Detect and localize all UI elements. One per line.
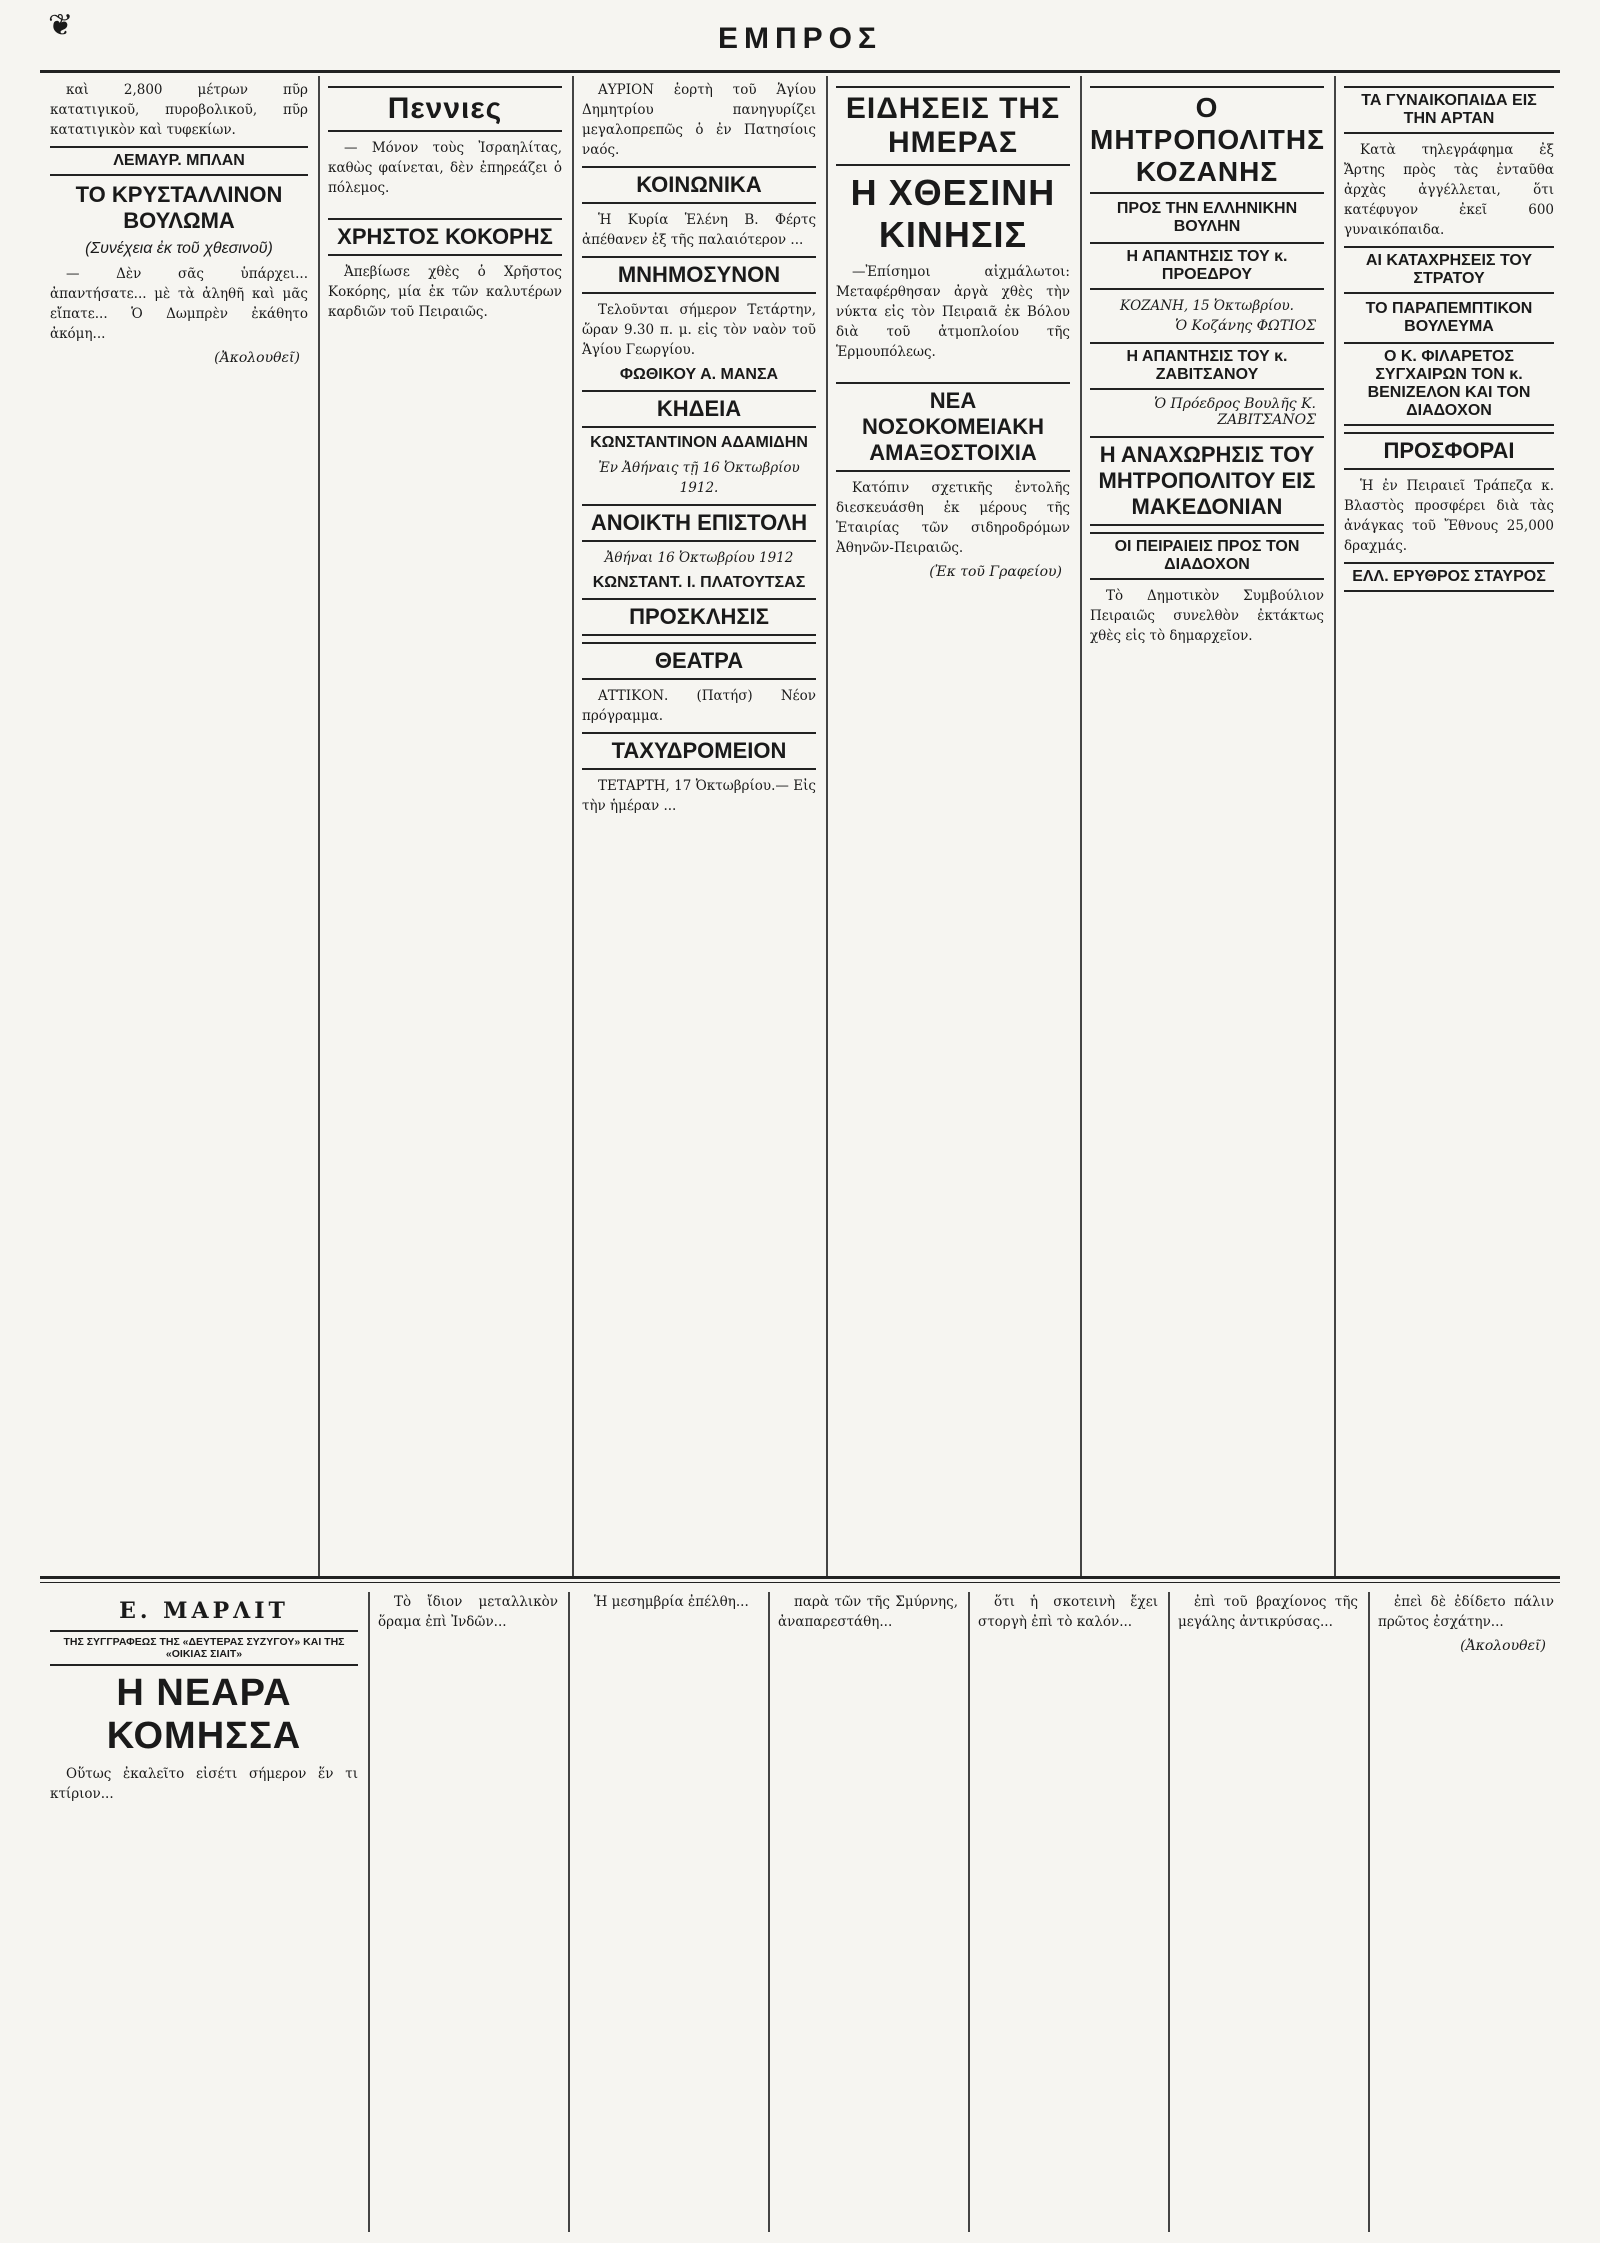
serial-continued: (Ἀκολουθεῖ) xyxy=(1460,1638,1546,1654)
open-letter-signature: ΚΩΝΣΤΑΝΤ. Ι. ΠΛΑΤΟΥΤΣΑΣ xyxy=(592,574,806,591)
novel-author: ΛΕΜΑΥΡ. ΜΠΛΑΝ xyxy=(50,146,308,176)
post-title: ΤΑΧΥΔΡΟΜΕΙΟΝ xyxy=(582,732,816,770)
open-letter-date: Ἀθήναι 16 Ὀκτωβρίου 1912 xyxy=(604,550,794,566)
hospital-train-signature: (Ἐκ τοῦ Γραφείου) xyxy=(929,564,1062,580)
koinonika-text: Ἡ Κυρία Ἑλένη Β. Φέρτς ἀπέθανεν ἐξ τῆς παλαιότερον ... xyxy=(582,212,816,248)
serial-text: ἐπεὶ δὲ ἐδίδετο πάλιν πρῶτος ἐσχάτην... xyxy=(1378,1594,1554,1630)
hospital-train-title: ΝΕΑ ΝΟΣΟΚΟΜΕΙΑΚΗ ΑΜΑΞΟΣΤΟΙΧΙΑ xyxy=(836,382,1070,472)
open-letter-title: ΑΝΟΙΚΤΗ ΕΠΙΣΤΟΛΗ xyxy=(582,504,816,542)
column-2 xyxy=(322,80,568,1570)
column-5 xyxy=(1084,80,1330,1570)
koinonika-title: ΚΟΙΝΩΝΙΚΑ xyxy=(582,166,816,204)
kideia-title: ΚΗΔΕΙΑ xyxy=(582,390,816,428)
mnimosynon-text: Τελοῦνται σήμερον Τετάρτην, ὥραν 9.30 π. μ. εἰς τὸν ναὸν τοῦ Ἁγίου Γεωργίου. xyxy=(582,302,816,358)
arta-text: Κατὰ τηλεγράφημα ἐξ Ἄρτης πρὸς τὰς ἐνταῦθα ἀρχὰς ἀγγέλλεται, ὅτι κατέφυγον ἐκεῖ 600 γυναικόπαιδα. xyxy=(1344,142,1554,238)
offers-text: Ἡ ἐν Πειραιεῖ Τράπεζα κ. Βλαστὸς προσφέρει διὰ τὰς ἀνάγκας τοῦ Ἔθνους 25,000 δραχμάς. xyxy=(1344,478,1554,554)
serial-top-rule-thin xyxy=(40,1582,1560,1583)
serial-column-last xyxy=(1372,1592,1560,2232)
zavitsanos-reply-title: Η ΑΠΑΝΤΗΣΙΣ ΤΟΥ κ. ΖΑΒΙΤΣΑΝΟΥ xyxy=(1090,342,1324,390)
pennies-title: Πεννιες xyxy=(328,86,562,132)
column-rule xyxy=(318,76,320,1576)
novel-title: ΤΟ ΚΡΥΣΤΑΛΛΙΝΟΝ ΒΟΥΛΩΜΑ xyxy=(75,182,283,233)
section-title: ΕΙΔΗΣΕΙΣ ΤΗΣ ΗΜΕΡΑΣ xyxy=(836,86,1070,166)
article-text: καὶ 2,800 μέτρων πῦρ κατατιγικοῦ, πυροβολικοῦ, πῦρ κατατιγικὸν καὶ τυφεκίων. xyxy=(50,82,308,138)
column-3 xyxy=(576,80,822,1570)
army-abuses-subtitle: ΤΟ ΠΑΡΑΠΕΜΠΤΙΚΟΝ ΒΟΥΛΕΥΜΑ xyxy=(1365,300,1533,335)
column-rule xyxy=(368,1592,370,2232)
serial-column: παρὰ τῶν τῆς Σμύρνης, ἀναπαρεστάθη... xyxy=(778,1594,958,1630)
piraeus-text: Τὸ Δημοτικὸν Συμβούλιον Πειραιῶς συνελθὸν ἐκτάκτως χθὲς εἰς τὸ δημαρχεῖον. xyxy=(1090,588,1324,644)
masthead xyxy=(0,0,1600,72)
theatra-text: ΑΤΤΙΚΟΝ. (Πατήσ) Νέον πρόγραμμα. xyxy=(582,688,816,724)
arta-title: ΤΑ ΓΥΝΑΙΚΟΠΑΙΔΑ ΕΙΣ ΤΗΝ ΑΡΤΑΝ xyxy=(1344,86,1554,134)
kideia-name: ΚΩΝΣΤΑΝΤΙΝΟΝ ΑΔΑΜΙΔΗΝ xyxy=(590,434,808,451)
philaretos-title: Ο Κ. ΦΙΛΑΡΕΤΟΣ ΣΥΓΧΑΙΡΩΝ ΤΟΝ κ. ΒΕΝΙΖΕΛΟΝ ΚΑΙ ΤΟΝ ΔΙΑΔΟΧΟΝ xyxy=(1344,342,1554,426)
kideia-date: Ἐν Ἀθήναις τῇ 16 Ὀκτωβρίου 1912. xyxy=(598,460,800,496)
post-text: ΤΕΤΑΡΤΗ, 17 Ὀκτωβρίου.— Εἰς τὴν ἡμέραν ... xyxy=(582,778,816,814)
serial-byline: ΤΗΣ ΣΥΓΓΡΑΦΕΩΣ ΤΗΣ «ΔΕΥΤΕΡΑΣ ΣΥΖΥΓΟΥ» ΚΑΙ ΤΗΣ «ΟΙΚΙΑΣ ΣΙΑΙΤ» xyxy=(50,1630,358,1666)
column-4 xyxy=(830,80,1076,1570)
serial-column: ἐπὶ τοῦ βραχίονος τῆς μεγάλης ἀντικρύσας... xyxy=(1178,1594,1358,1630)
column-1 xyxy=(44,80,314,1570)
mnimosynon-name: ΦΩΘΙΚΟΥ Α. ΜΑΝΣΑ xyxy=(619,366,779,383)
serial-column: Τὸ ἴδιον μεταλλικὸν ὅραμα ἐπὶ Ἰνδῶν... xyxy=(378,1594,558,1630)
serial-header xyxy=(44,1592,364,2232)
army-abuses-title: ΑΙ ΚΑΤΑΧΡΗΣΕΙΣ ΤΟΥ ΣΤΡΑΤΟΥ xyxy=(1344,246,1554,294)
serial-author: Ε. ΜΑΡΛΙΤ xyxy=(119,1598,289,1624)
serial-top-rule xyxy=(40,1576,1560,1579)
metropolitan-subtitle: ΠΡΟΣ ΤΗΝ ΕΛΛΗΝΙΚΗΝ ΒΟΥΛΗΝ xyxy=(1116,200,1298,235)
column-rule xyxy=(572,76,574,1576)
pennies-text: — Μόνον τοὺς Ἰσραηλίτας, καθὼς φαίνεται, δὲν ἐπηρεάζει ὁ πόλεμος. xyxy=(328,140,562,196)
column-6 xyxy=(1338,80,1560,1570)
red-cross-title: ΕΛΛ. ΕΡΥΘΡΟΣ ΣΤΑΥΡΟΣ xyxy=(1344,562,1554,592)
hospital-train-text: Κατόπιν σχετικῆς ἐντολῆς διεσκευάσθη ἐκ μέρους τῆς Ἑταιρίας τῶν σιδηροδρόμων Ἀθηνῶν-Πειραιῶς. xyxy=(836,480,1070,556)
metropolitan-title: Ο ΜΗΤΡΟΠΟΛΙΤΗΣ ΚΟΖΑΝΗΣ xyxy=(1090,86,1324,194)
president-reply-title: Η ΑΠΑΝΤΗΣΙΣ ΤΟΥ κ. ΠΡΟΕΔΡΟΥ xyxy=(1090,242,1324,290)
movement-title: Η ΧΘΕΣΙΝΗ ΚΙΝΗΣΙΣ xyxy=(850,172,1056,255)
piraeus-title: ΟΙ ΠΕΙΡΑΙΕΙΣ ΠΡΟΣ ΤΟΝ ΔΙΑΔΟΧΟΝ xyxy=(1090,532,1324,580)
proskliseis-title: ΠΡΟΣΚΛΗΣΙΣ xyxy=(582,598,816,636)
serial-title: Η ΝΕΑΡΑ ΚΟΜΗΣΣΑ xyxy=(106,1672,302,1757)
column-rule xyxy=(768,1592,770,2232)
column-rule xyxy=(568,1592,570,2232)
column-rule xyxy=(1168,1592,1170,2232)
column-rule xyxy=(1080,76,1082,1576)
theatra-title: ΘΕΑΤΡΑ xyxy=(582,642,816,680)
column-rule xyxy=(968,1592,970,2232)
metropolitan-signature: Ὁ Κοζάνης ΦΩΤΙΟΣ xyxy=(1175,318,1316,334)
mnimosynon-title: ΜΝΗΜΟΣΥΝΟΝ xyxy=(582,256,816,294)
masthead-rule xyxy=(40,70,1560,73)
obituary-title: ΧΡΗΣΤΟΣ ΚΟΚΟΡΗΣ xyxy=(328,218,562,256)
offers-title: ΠΡΟΣΦΟΡΑΙ xyxy=(1344,432,1554,470)
obituary-text: Ἀπεβίωσε χθὲς ὁ Χρῆστος Κοκόρης, μία ἐκ τῶν καλυτέρων καρδιῶν τοῦ Πειραιῶς. xyxy=(328,264,562,320)
continued-signature: (Ἀκολουθεῖ) xyxy=(214,350,300,366)
column-rule xyxy=(1368,1592,1370,2232)
movement-text: —Ἐπίσημοι αἰχμάλωτοι: Μεταφέρθησαν ἀργὰ χθὲς τὴν νύκτα εἰς τὸν Πειραιᾶ ἐκ Βόλου διὰ τοῦ ἀτμοπλοίου τῆς Ἑρμουπόλεως. xyxy=(836,264,1070,360)
newspaper-title: ΕΜΠΡΟΣ xyxy=(717,22,882,55)
serial-column: ὅτι ἡ σκοτεινὴ ἔχει στοργὴ ἐπὶ τὸ καλόν... xyxy=(978,1594,1158,1630)
column-rule xyxy=(1334,76,1336,1576)
column-rule xyxy=(826,76,828,1576)
corner-ornament-icon: ❦ xyxy=(48,8,74,43)
place-date: ΚΟΖΑΝΗ, 15 Ὀκτωβρίου. xyxy=(1120,298,1294,314)
serial-column: Ἡ μεσημβρία ἐπέλθη... xyxy=(594,1594,749,1610)
zavitsanos-signature: Ὁ Πρόεδρος Βουλῆς Κ. ΖΑΒΙΤΣΑΝΟΣ xyxy=(1154,396,1316,428)
feast-notice: ΑΥΡΙΟΝ ἑορτὴ τοῦ Ἁγίου Δημητρίου πανηγυρίζει μεγαλοπρεπῶς ὁ ἐν Πατησίοις ναός. xyxy=(582,82,816,158)
serial-text: Οὕτως ἐκαλεῖτο εἰσέτι σήμερον ἕν τι κτίριον... xyxy=(50,1766,358,1802)
novel-text: — Δὲν σᾶς ὑπάρχει... ἀπαντήσατε... μὲ τὰ ἀληθῆ καὶ μᾶς εἴπατε... Ὁ Δωμπρὲν ἐκάθητο ἀκόμη... xyxy=(50,266,308,342)
novel-subtitle: (Συνέχεια ἐκ τοῦ χθεσινοῦ) xyxy=(85,240,273,257)
departure-title: Η ΑΝΑΧΩΡΗΣΙΣ ΤΟΥ ΜΗΤΡΟΠΟΛΙΤΟΥ ΕΙΣ ΜΑΚΕΔΟΝΙΑΝ xyxy=(1090,436,1324,526)
